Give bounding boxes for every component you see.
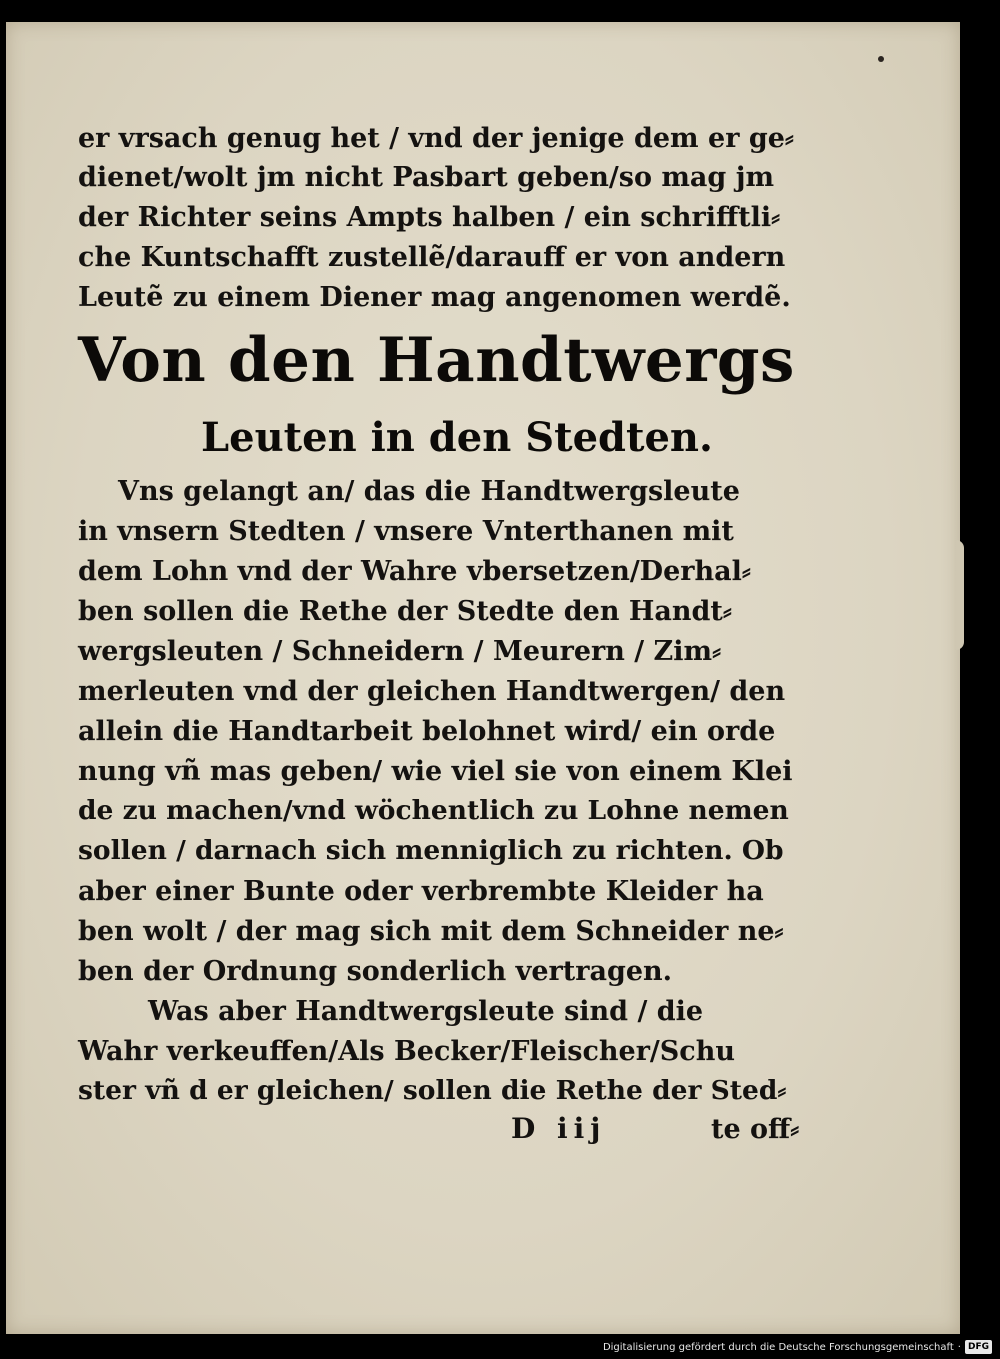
- page-edge: [956, 540, 964, 650]
- section-heading: Von den Handtwergs: [78, 325, 795, 396]
- text-line: allein die Handtarbeit belohnet wird/ ein orde: [78, 716, 776, 747]
- text-line: nung vñ mas geben/ wie viel sie von einem Klei: [78, 756, 793, 787]
- text-line: dem Lohn vnd der Wahre vbersetzen/Derhal⸗: [78, 556, 751, 587]
- text-line: ben der Ordnung sonderlich vertragen.: [78, 956, 673, 987]
- footer-credit: [603, 1339, 992, 1355]
- text-line: wergsleuten / Schneidern / Meurern / Zim⸗: [78, 636, 722, 667]
- signature-mark: D iij: [511, 1112, 607, 1145]
- text-line: er vrsach genug het / vnd der jenige dem er ge⸗: [78, 123, 794, 154]
- text-line: in vnsern Stedten / vnsere Vnterthanen mit: [78, 516, 734, 547]
- text-line: Was aber Handtwergsleute sind / die: [148, 996, 704, 1027]
- text-line: de zu machen/vnd wöchentlich zu Lohne nemen: [78, 795, 789, 826]
- text-line: merleuten vnd der gleichen Handtwergen/ den: [78, 676, 786, 707]
- text-line: che Kuntschafft zustellẽ/darauff er von andern: [78, 242, 786, 273]
- dfg-logo: DFG: [965, 1340, 992, 1354]
- text-line: aber einer Bunte oder verbrembte Kleider ha: [78, 876, 764, 907]
- footer-text: Digitalisierung gefördert durch die Deutsche Forschungsgemeinschaft: [602, 1341, 954, 1353]
- book-page: [6, 22, 960, 1334]
- text-line: der Richter seins Ampts halben / ein schrifftli⸗: [78, 202, 781, 233]
- text-line: Leutẽ zu einem Diener mag angenomen werdẽ.: [78, 282, 791, 313]
- section-subheading: Leuten in den Stedten.: [201, 414, 713, 461]
- text-line: sollen / darnach sich menniglich zu richten. Ob: [78, 835, 784, 866]
- footer-separator: ·: [957, 1341, 961, 1353]
- ink-spot: [878, 56, 884, 62]
- text-line: dienet/wolt jm nicht Pasbart geben/so mag jm: [78, 162, 775, 193]
- text-line: ben sollen die Rethe der Stedte den Handt⸗: [78, 596, 732, 627]
- catchword: te off⸗: [711, 1114, 800, 1145]
- text-line: ben wolt / der mag sich mit dem Schneider ne⸗: [78, 916, 784, 947]
- text-line: ster vñ d er gleichen/ sollen die Rethe der Sted⸗: [78, 1075, 787, 1106]
- text-line: Wahr verkeuffen/Als Becker/Fleischer/Schu: [78, 1036, 735, 1067]
- text-line: Vns gelangt an/ das die Handtwergsleute: [118, 476, 740, 507]
